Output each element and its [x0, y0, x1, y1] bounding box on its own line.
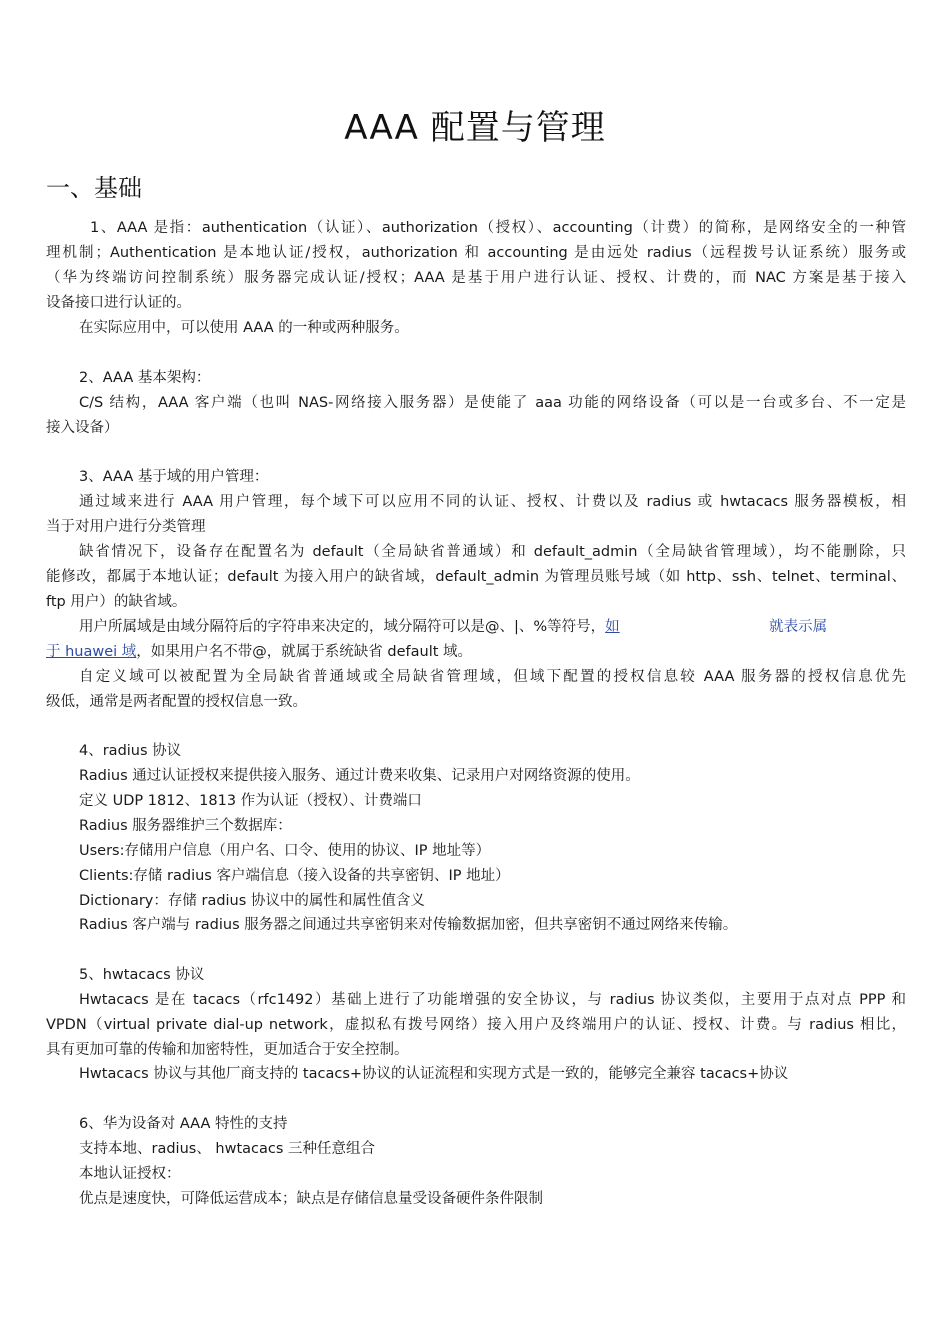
paragraph-line: 理机制；Authentication 是本地认证/授权，authorization 和 accounting 是由远处 radius（远程拨号认证系统）服务或	[46, 245, 906, 261]
subheading: 3、AAA 基于域的用户管理：	[79, 469, 269, 485]
subheading: 2、AAA 基本架构：	[79, 370, 211, 386]
paragraph-line: 在实际应用中，可以使用 AAA 的一种或两种服务。	[79, 320, 409, 336]
paragraph-line: 当于对用户进行分类管理	[46, 519, 206, 535]
paragraph-line: 设备接口进行认证的。	[46, 295, 191, 311]
paragraph-line: 通过域来进行 AAA 用户管理，每个域下可以应用不同的认证、授权、计费以及 radius 或 hwtacacs 服务器模板，相	[79, 494, 906, 510]
paragraph-line: （华为终端访问控制系统）服务器完成认证/授权；AAA 是基于用户进行认证、授权、计费的，而 NAC 方案是基于接入	[46, 270, 906, 286]
link-text-end: 就表示属	[769, 619, 828, 635]
paragraph-line: Clients:存储 radius 客户端信息（接入设备的共享密钥、IP 地址）	[79, 868, 510, 884]
paragraph-line: VPDN（virtual private dial-up network，虚拟私有拨号网络）接入用户及终端用户的认证、授权、计费。与 radius 相比，	[46, 1017, 906, 1033]
paragraph-line: 能修改，都属于本地认证；default 为接入用户的缺省域，default_admin 为管理员账号域（如 http、ssh、telnet、terminal、	[46, 569, 906, 585]
paragraph-line	[46, 640, 906, 665]
paragraph-line: Hwtacacs 协议与其他厂商支持的 tacacs+协议的认证流程和实现方式是一致的，能够完全兼容 tacacs+协议	[79, 1066, 789, 1082]
section-heading: 一、基础	[46, 174, 142, 202]
paragraph-line: 定义 UDP 1812、1813 作为认证（授权）、计费端口	[79, 793, 422, 809]
paragraph-line: 级低，通常是两者配置的授权信息一致。	[46, 694, 307, 710]
domain-link[interactable]: 于 huawei 域	[46, 644, 137, 660]
paragraph-line: 支持本地、radius、 hwtacacs 三种任意组合	[79, 1141, 376, 1157]
link-text-start: 如	[605, 619, 620, 635]
paragraph-line: 1、AAA 是指：authentication（认证）、authorization（授权）、accounting（计费）的简称，是网络安全的一种管	[90, 220, 906, 236]
paragraph-line: 接入设备）	[46, 420, 119, 436]
paragraph-line: Radius 客户端与 radius 服务器之间通过共享密钥来对传输数据加密，但共享密钥不通过网络来传输。	[79, 917, 738, 933]
paragraph-line: 优点是速度快，可降低运营成本；缺点是存储信息量受设备硬件条件限制	[79, 1191, 543, 1207]
paragraph-line: 缺省情况下，设备存在配置名为 default（全局缺省普通域）和 default_admin（全局缺省管理域），均不能删除，只	[79, 544, 906, 560]
document-title: AAA 配置与管理	[344, 108, 606, 148]
paragraph-line: 本地认证授权：	[79, 1166, 181, 1182]
paragraph-line: 具有更加可靠的传输和加密特性，更加适合于安全控制。	[46, 1042, 409, 1058]
paragraph-line: ftp 用户）的缺省域。	[46, 594, 187, 610]
paragraph-line: Radius 服务器维护三个数据库：	[79, 818, 292, 834]
subheading: 6、华为设备对 AAA 特性的支持	[79, 1116, 288, 1132]
subheading: 5、hwtacacs 协议	[79, 967, 205, 983]
paragraph-line: Radius 通过认证授权来提供接入服务、通过计费来收集、记录用户对网络资源的使用。	[79, 768, 640, 784]
line-text: 用户所属域是由域分隔符后的字符串来决定的，域分隔符可以是@、|、%等符号，	[79, 619, 606, 635]
paragraph-line: Hwtacacs 是在 tacacs（rfc1492）基础上进行了功能增强的安全协议，与 radius 协议类似，主要用于点对点 PPP 和	[79, 992, 906, 1008]
subheading: 4、radius 协议	[79, 743, 182, 759]
paragraph-line: Dictionary：存储 radius 协议中的属性和属性值含义	[79, 893, 425, 909]
paragraph-line	[79, 615, 906, 640]
paragraph-line: 自定义域可以被配置为全局缺省普通域或全局缺省管理域，但域下配置的授权信息较 AAA 服务器的授权信息优先	[79, 669, 906, 685]
paragraph-line: C/S 结构，AAA 客户端（也叫 NAS-网络接入服务器）是使能了 aaa 功能的网络设备（可以是一台或多台、不一定是	[79, 395, 906, 411]
paragraph-line: Users:存储用户信息（用户名、口令、使用的协议、IP 地址等）	[79, 843, 491, 859]
line-text: ，如果用户名不带@，就属于系统缺省 default 域。	[136, 644, 473, 660]
example-link[interactable]	[605, 615, 827, 640]
